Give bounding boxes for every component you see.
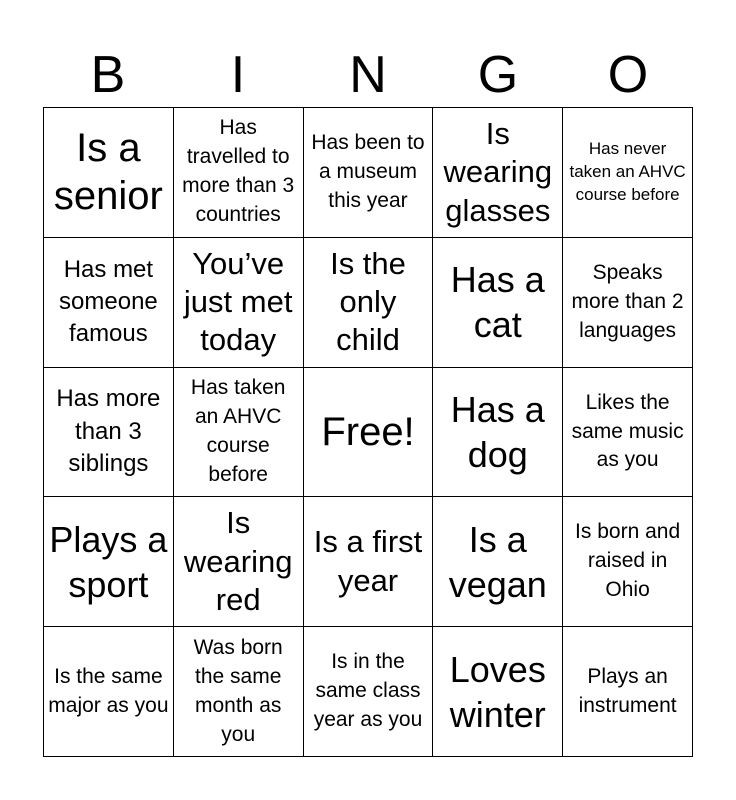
bingo-cell[interactable] [174, 238, 304, 368]
cell-text: Plays an instrument [578, 664, 677, 717]
cell-text: Has never taken an AHVC course before [569, 139, 686, 204]
bingo-cell[interactable] [174, 108, 304, 238]
cell-text: Is born and raised in Ohio [575, 520, 681, 602]
cell-text: Likes the same music as you [571, 390, 684, 472]
bingo-cell[interactable] [44, 627, 174, 757]
cell-text: Is wearing glasses [443, 115, 553, 228]
header-letter-b: B [90, 46, 126, 104]
cell-text: Is a vegan [448, 518, 547, 605]
bingo-cell[interactable] [563, 497, 693, 627]
header-letter-i: I [230, 46, 246, 104]
cell-text: Has a cat [450, 259, 545, 346]
bingo-header [43, 44, 693, 106]
bingo-cell[interactable] [433, 368, 563, 498]
cell-text: Has travelled to more than 3 countries [182, 116, 295, 227]
cell-text: Has more than 3 siblings [56, 385, 161, 478]
cell-text: You’ve just met today [183, 245, 293, 358]
bingo-cell[interactable] [174, 368, 304, 498]
cell-text: Has met someone famous [59, 255, 158, 348]
bingo-cell[interactable] [563, 238, 693, 368]
cell-text: Is wearing red [183, 505, 293, 617]
bingo-cell[interactable] [44, 238, 174, 368]
bingo-cell[interactable] [304, 108, 434, 238]
free-space-text: Free! [321, 409, 415, 454]
cell-text: Has taken an AHVC course before [190, 376, 286, 486]
header-letter-n: N [349, 46, 387, 104]
bingo-cell[interactable] [174, 497, 304, 627]
bingo-cell[interactable] [304, 238, 434, 368]
bingo-cell[interactable] [433, 497, 563, 627]
free-space-cell[interactable] [304, 368, 434, 498]
bingo-cell[interactable] [44, 108, 174, 238]
bingo-board [43, 107, 693, 757]
bingo-cell[interactable] [304, 627, 434, 757]
cell-text: Has a dog [450, 388, 545, 475]
header-letter-g: G [477, 46, 519, 104]
cell-text: Is the only child [330, 245, 406, 358]
cell-text: Plays a sport [49, 518, 168, 605]
bingo-cell[interactable] [174, 627, 304, 757]
bingo-cell[interactable] [563, 108, 693, 238]
bingo-cell[interactable] [44, 497, 174, 627]
cell-text: Is a senior [53, 126, 163, 219]
cell-text: Has been to a museum this year [311, 130, 425, 212]
bingo-cell[interactable] [433, 627, 563, 757]
cell-text: Was born the same month as you [193, 635, 283, 746]
cell-text: Is a first year [313, 524, 423, 598]
header-letter-o: O [607, 46, 649, 104]
bingo-cell[interactable] [44, 368, 174, 498]
cell-text: Is in the same class year as you [313, 650, 423, 732]
bingo-cell[interactable] [563, 627, 693, 757]
bingo-cell[interactable] [433, 108, 563, 238]
bingo-cell[interactable] [563, 368, 693, 498]
cell-text: Is the same major as you [48, 664, 169, 717]
bingo-cell[interactable] [304, 497, 434, 627]
cell-text: Loves winter [449, 648, 546, 735]
bingo-cell[interactable] [433, 238, 563, 368]
cell-text: Speaks more than 2 languages [571, 260, 684, 342]
